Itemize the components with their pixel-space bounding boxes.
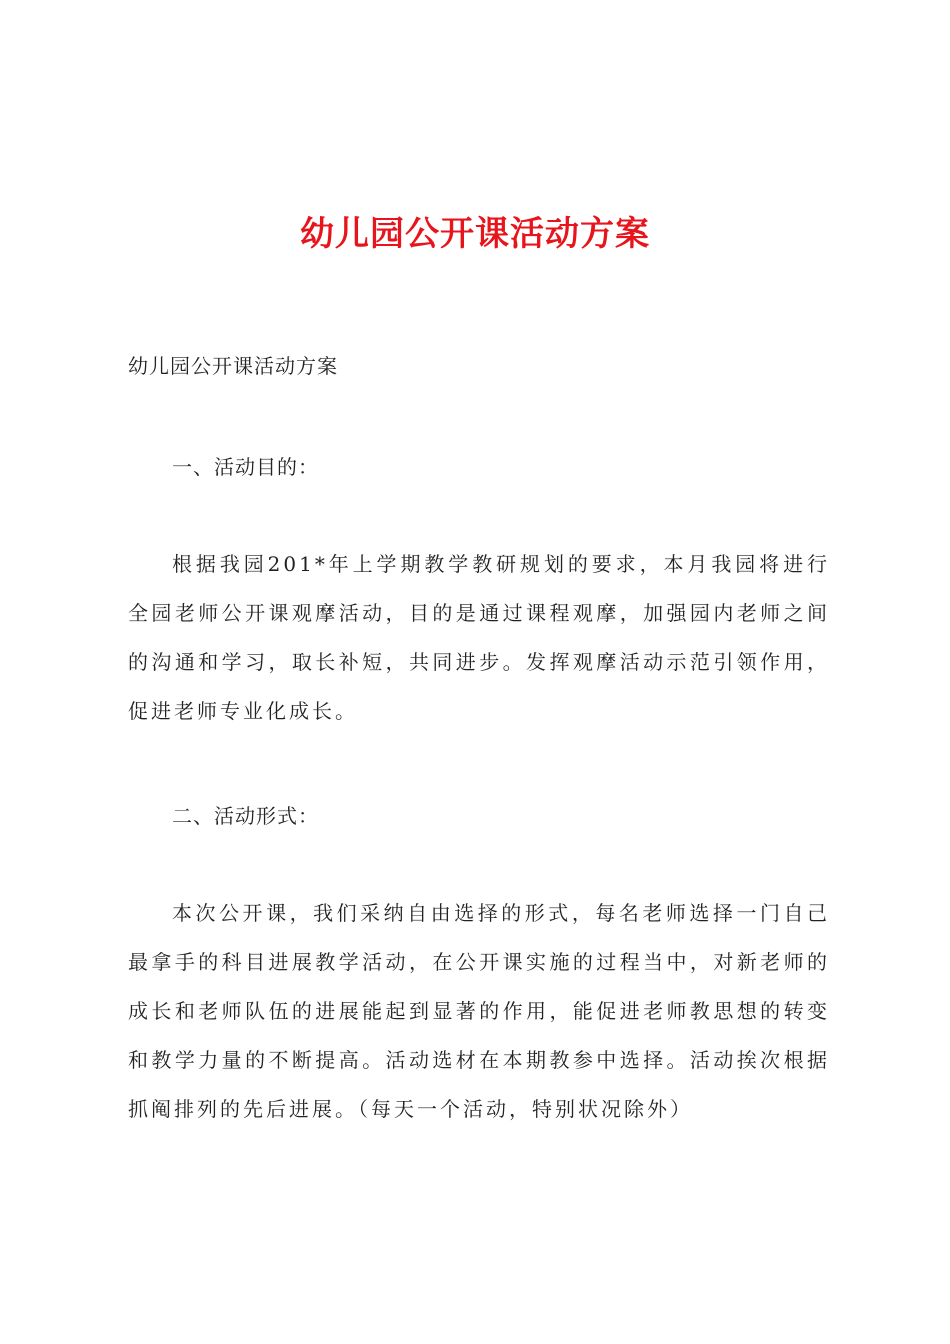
document-subtitle: 幼儿园公开课活动方案 [128, 354, 338, 378]
document-title: 幼儿园公开课活动方案 [300, 214, 650, 254]
section-paragraph-format: 本次公开课，我们采纳自由选择的形式，每名老师选择一门自己最拿手的科目进展教学活动，在公开课实施的过程当中，对新老师的成长和老师队伍的进展能起到显著的作用，能促进老师教思想的转变和教学力量的不断提高。活动选材在本期教参中选择。活动挨次根据抓阄排列的先后进展。（每天一个活动，特别状况除外） [128, 901, 830, 1121]
section-heading-purpose: 一、活动目的： [172, 455, 319, 479]
section-paragraph-purpose: 根据我园201*年上学期教学教研规划的要求，本月我园将进行全园老师公开课观摩活动，目的是通过课程观摩，加强园内老师之间的沟通和学习，取长补短，共同进步。发挥观摩活动示范引领作用，促进老师专业化成长。 [128, 552, 830, 723]
section-heading-format: 二、活动形式： [172, 804, 319, 828]
